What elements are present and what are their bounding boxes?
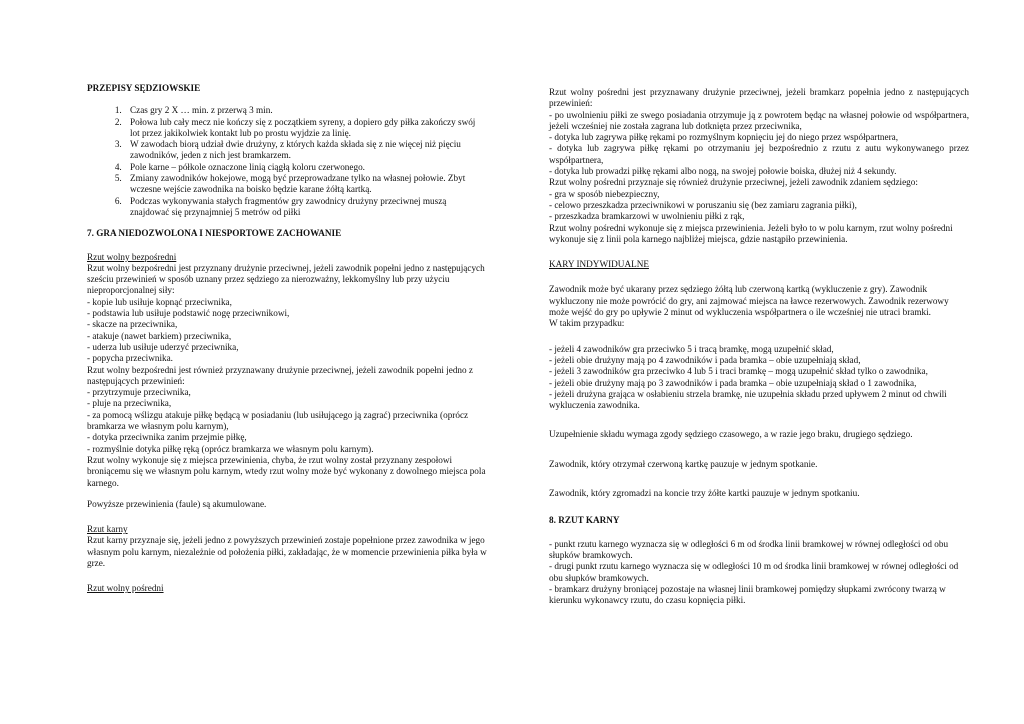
penalty-kick-rules [549, 539, 969, 607]
rule-item: 4. Pole karne – półkole oznaczone linią ciągłą koloru czerwonego. [124, 162, 487, 173]
rules-list [87, 105, 487, 218]
section-8-title: 8. RZUT KARNY [549, 515, 620, 526]
rule-item: 1. Czas gry 2 X … min. z przerwą 3 min. [124, 105, 487, 116]
accumulated-note: Powyższe przewinienia (faule) są akumulowane. [87, 498, 267, 509]
spacer [549, 270, 969, 284]
text-line: Rzut wolny pośredni jest przyznawany drużynie przeciwnej, jeżeli bramkarz popełnia jedno z następujących przewinień: [549, 87, 969, 109]
text-line: Rzut wolny wykonuje się z miejsca przewinienia, chyba, że rzut wolny został przyznany zespołowi broniącemu się we własnym polu karnym, wtedy rzut wolny może być wykonany z dowolnego miejsca pola karnego. [87, 454, 486, 488]
spacer [549, 441, 969, 459]
text-line: - skacze na przeciwnika, [87, 319, 178, 330]
three-yellow-note: Zawodnik, który zgromadzi na koncie trzy żółte kartki pauzuje w jednym spotkaniu. [549, 488, 860, 499]
supplement-note: Uzupełnienie składu wymaga zgody sędziego czasowego, a w razie jego braku, drugiego sędziego. [549, 429, 913, 440]
spacer [87, 510, 487, 524]
penalty-kick-text: Rzut karny przyznaje się, jeżeli jedno z powyższych przewinień zostaje popełnione przez zawodnika w jego własnym polu karnym, niezależnie od położenia piłki, zakładając, że w momencie przewinienia piłka była w grze. [87, 535, 487, 568]
text-line: - przytrzymuje przeciwnika, [87, 387, 191, 398]
spacer [549, 499, 969, 515]
text-line: Rzut wolny pośredni wykonuje się z miejsca przewinienia. Jeżeli było to w polu karnym, rzut wolny pośredni wykonuje się z linii pola karnego najbliżej miejsca, gdzie nastąpiło przewinienia. [549, 222, 953, 244]
spacer [549, 245, 969, 259]
text-line: - celowo przeszkadza przeciwnikowi w poruszaniu się (bez zamiaru zagrania piłki), [549, 199, 857, 210]
indirect-free-kick-text [549, 87, 969, 177]
section-7-title: 7. GRA NIEDOZWOLONA I NIESPORTOWE ZACHOWANIE [87, 228, 342, 239]
text-line: - gra w sposób niebezpieczny, [549, 188, 660, 199]
text-line: - za pomocą wślizgu atakuje piłkę będącą w posiadaniu (lub usiłującego ją zagrać) przeciwnika (oprócz bramkarza we własnym polu karnym), [87, 409, 469, 432]
direct-free-kick-heading: Rzut wolny bezpośredni [87, 251, 177, 262]
text-line: Rzut wolny pośredni przyznaje się również drużynie przeciwnej, jeżeli zawodnik zdaniem sędziego: [549, 177, 918, 188]
spacer [549, 330, 969, 344]
text-line: - dotyka lub zagrywa piłkę rękami po rozmyślnym kopnięciu jej do niego przez współpartnera, [549, 132, 899, 143]
rule-item: 5. Zmiany zawodników hokejowe, mogą być przeprowadzane tylko na własnej połowie. Zbyt wczesne wejście zawodnika na boisko będzie karane żółtą kartką. [124, 173, 487, 196]
list-item: - jeżeli obie drużyny mają po 3 zawodników i pada bramka – obie uzupełniają skład o 1 zawodnika, [549, 377, 917, 388]
indirect-free-kick-more [549, 177, 969, 245]
right-column [549, 87, 969, 606]
document-title: PRZEPISY SĘDZIOWSKIE [87, 83, 201, 93]
list-item: - jeżeli obie drużyny mają po 4 zawodników i pada bramka – obie uzupełniają skład, [549, 354, 861, 365]
list-item: - jeżeli 3 zawodników gra przeciwko 4 lub 5 i traci bramkę – mogą uzupełnić skład tylko o zawodnika, [549, 366, 928, 377]
rule-item: 3. W zawodach biorą udział dwie drużyny, z których każda składa się z nie więcej niż pięciu zawodników, jeden z nich jest bramkarzem. [124, 139, 487, 162]
in-which-case: W takim przypadku: [549, 318, 625, 329]
indirect-free-kick-heading: Rzut wolny pośredni [87, 583, 164, 594]
text-line: - uderza lub usiłuje uderzyć przeciwnika, [87, 341, 239, 352]
rule-item: 6. Podczas wykonywania stałych fragmentów gry zawodnicy drużyny przeciwnej muszą znajdować się przynajmniej 5 metrów od piłki [124, 196, 487, 219]
spacer [549, 411, 969, 429]
text-line: - atakuje (nawet barkiem) przeciwnika, [87, 330, 232, 341]
text-line: Rzut wolny bezpośredni jest przyznany drużynie przeciwnej, jeżeli zawodnik popełni jedno z następujących sześciu przewinień w sposób uznany przez sędziego za nierozważny, lekkomyślny lub przy użyciu nieproporcjonalnej siły: [87, 262, 485, 296]
direct-free-kick-text [87, 263, 487, 489]
text-line: - dotyka lub zagrywa piłkę rękami po otrzymaniu jej bezpośrednio z rzutu z autu wykonywanego przez współpartnera, [549, 143, 969, 165]
spacer [87, 569, 487, 583]
cases-list [549, 344, 969, 412]
text-line: - pluje na przeciwnika, [87, 398, 172, 409]
individual-penalties-heading: KARY INDYWIDUALNE [549, 259, 649, 270]
left-column [87, 83, 487, 595]
text-line: - przeszkadza bramkarzowi w uwolnieniu piłki z rąk, [549, 211, 745, 222]
list-item: - punkt rzutu karnego wyznacza się w odległości 6 m od środka linii bramkowej w równej odległości od obu słupków bramkowych. [549, 538, 949, 560]
list-item: - jeżeli 4 zawodników gra przeciwko 5 i tracą bramkę, mogą uzupełnić skład, [549, 343, 834, 354]
list-item: - bramkarz drużyny broniącej pozostaje na własnej linii bramkowej pomiędzy słupkami zwrócony twarzą w kierunku wykonawcy rzutu, do czasu kopnięcia piłki. [549, 583, 946, 606]
text-line: - rozmyślnie dotyka piłkę ręką (oprócz bramkarza we własnym polu karnym). [87, 443, 374, 454]
list-item: - drugi punkt rzutu karnego wyznacza się w odległości 10 m od środka linii bramkowej w równej odległości od obu słupków bramkowych. [549, 561, 959, 583]
list-item: - jeżeli drużyna grająca w osłabieniu strzela bramkę, nie uzupełnia składu przed upływem 2 minut od chwili wykluczenia zawodnika. [549, 388, 947, 411]
red-card-note: Zawodnik, który otrzymał czerwoną kartkę pauzuje w jednym spotkanie. [549, 458, 818, 469]
text-line: - dotyka lub prowadzi piłkę rękami albo nogą, na swojej połowie boiska, dłużej niż 4 sekundy. [549, 166, 897, 177]
text-line: - kopie lub usiłuje kopnąć przeciwnika, [87, 296, 232, 307]
individual-penalties-text: Zawodnik może być ukarany przez sędziego żółtą lub czerwoną kartką (wykluczenie z gry). Zawodnik wykluczony nie może powrócić do gry, ani zajmować miejsca na ławce rezerwowych. Zawodnik rezerwowy może wejść do gry po upływie 2 minut od wykluczenia współpartnera o ile wcześniej nie utraci bramki. [549, 284, 949, 318]
penalty-kick-heading: Rzut karny [87, 524, 128, 535]
rule-item: 2. Połowa lub cały mecz nie kończy się z początkiem syreny, a dopiero gdy piłka zakończy swój lot przez jakikolwiek kontakt lub po prostu wyjdzie za linię. [124, 117, 487, 140]
text-line: - dotyka przeciwnika zanim przejmie piłkę, [87, 432, 247, 443]
spacer [549, 470, 969, 488]
text-line: - podstawia lub usiłuje podstawić nogę przeciwnikowi, [87, 308, 290, 319]
text-line: - popycha przeciwnika. [87, 353, 173, 364]
spacer [87, 489, 487, 499]
text-line: Rzut wolny bezpośredni jest również przyznawany drużynie przeciwnej, jeżeli zawodnik popełni jedno z następujących przewinień: [87, 364, 473, 386]
text-line: - po uwolnieniu piłki ze swego posiadania otrzymuje ją z powrotem będąc na własnej połowie od współpartnera, jeżeli wcześniej nie została zagrana lub dotknięta przez przeciwnika, [549, 109, 969, 131]
